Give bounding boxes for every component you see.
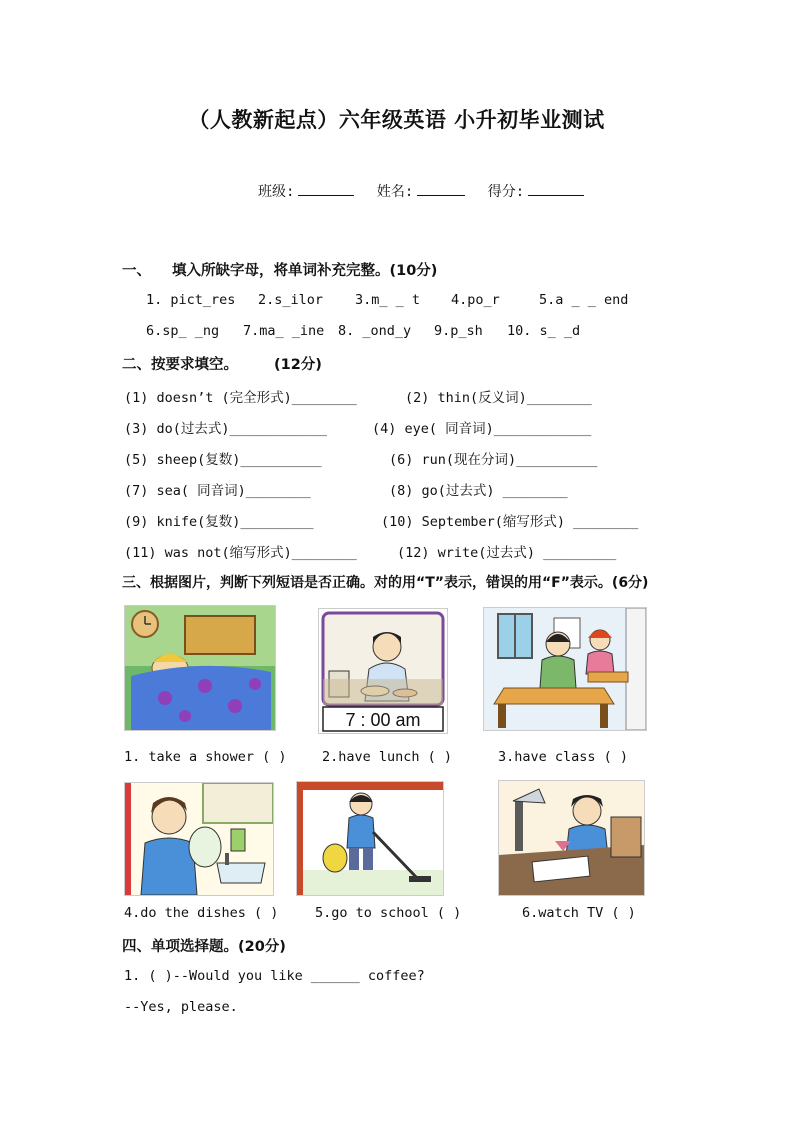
class-blank	[298, 183, 354, 196]
score-label: 得分:	[487, 184, 525, 200]
s2-item: (6) run(现在分词)__________	[389, 452, 598, 468]
s2-item: (10) September(缩写形式) ________	[381, 514, 639, 530]
s1-item: 3.m_ _ t	[355, 292, 421, 308]
s1-item: 5.a _ _ end	[539, 292, 629, 308]
s3-item: 6.watch TV ( )	[522, 905, 636, 921]
section4-heading: 四、单项选择题。(20分)	[122, 939, 286, 955]
s3-item: 5.go to school ( )	[315, 905, 462, 921]
s2-item: (9) knife(复数)_________	[124, 514, 314, 530]
name-label: 姓名:	[376, 184, 414, 200]
picture-dishes	[124, 782, 274, 896]
s1-item: 10. s_ _d	[507, 323, 581, 339]
section1-heading: 填入所缺字母，将单词补充完整。(10分)	[172, 263, 438, 279]
page-title: （人教新起点）六年级英语 小升初毕业测试	[188, 108, 605, 132]
s3-item: 1. take a shower ( )	[124, 749, 287, 765]
s3-item: 4.do the dishes ( )	[124, 905, 279, 921]
s4-answer-1: --Yes, please.	[124, 999, 238, 1015]
s2-item: (2) thin(反义词)________	[405, 390, 592, 406]
s2-item: (12) write(过去式) _________	[397, 545, 617, 561]
s3-item: 3.have class ( )	[498, 749, 629, 765]
s2-item: (11) was not(缩写形式)________	[124, 545, 357, 561]
section1-number: 一、	[122, 263, 151, 279]
s2-item: (1) doesn’t (完全形式)________	[124, 390, 357, 406]
section2-points: (12分)	[274, 357, 322, 373]
s1-item: 8. _ond_y	[338, 323, 412, 339]
s1-item: 7.ma_ _ine	[243, 323, 325, 339]
picture-studying	[498, 780, 645, 896]
picture-classroom	[483, 607, 647, 731]
score-blank	[528, 183, 584, 196]
picture-eating	[318, 608, 448, 734]
s2-item: (7) sea( 同音词)________	[124, 483, 311, 499]
clock-time-label: 7 : 00 am	[345, 710, 421, 730]
s1-item: 9.p_sh	[434, 323, 483, 339]
s4-question-1: 1. ( )--Would you like ______ coffee?	[124, 968, 425, 984]
name-blank	[417, 183, 465, 196]
section3-heading: 三、根据图片，判断下列短语是否正确。对的用“T”表示，错误的用“F”表示。(6分)	[122, 575, 649, 591]
s1-item: 2.s_ilor	[258, 292, 324, 308]
section2-heading: 二、按要求填空。	[122, 357, 238, 373]
class-label: 班级:	[258, 184, 295, 200]
s1-item: 1. pict_res	[146, 292, 236, 308]
picture-vacuuming	[296, 781, 444, 896]
s1-item: 6.sp_ _ng	[146, 323, 220, 339]
s2-item: (5) sheep(复数)__________	[124, 452, 322, 468]
s2-item: (4) eye( 同音词)____________	[372, 421, 592, 437]
s3-item: 2.have lunch ( )	[322, 749, 453, 765]
student-info	[258, 181, 584, 201]
s2-item: (8) go(过去式) ________	[389, 483, 568, 499]
picture-sleeping	[124, 605, 276, 731]
s2-item: (3) do(过去式)____________	[124, 421, 328, 437]
s1-item: 4.po_r	[451, 292, 500, 308]
